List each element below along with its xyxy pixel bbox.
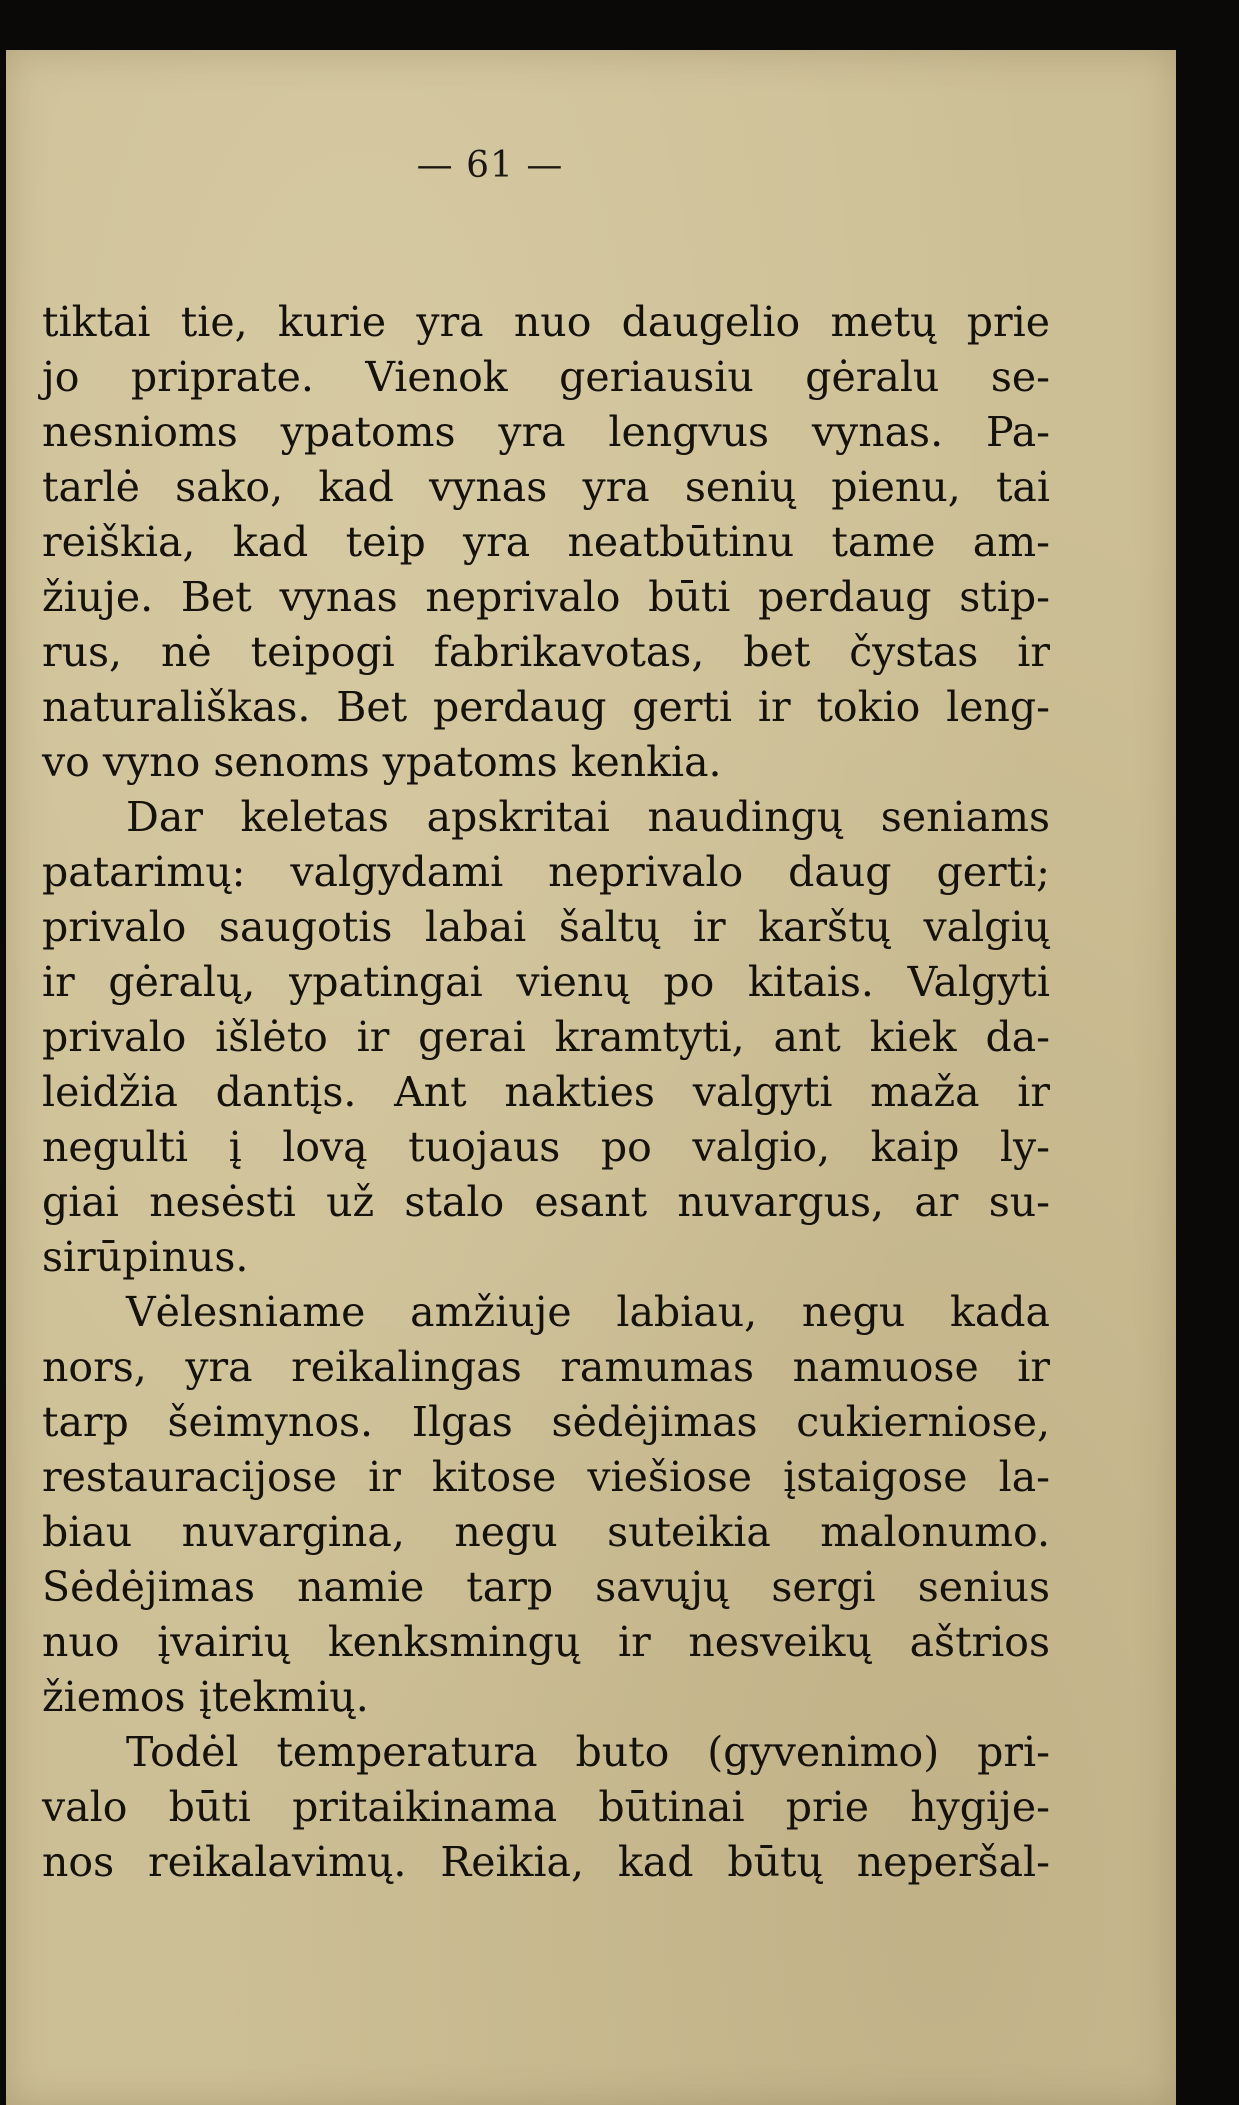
text-line: giai nesėsti už stalo esant nuvargus, ar su-: [42, 1178, 1050, 1226]
text-line: nesnioms ypatoms yra lengvus vynas. Pa-: [42, 408, 1050, 456]
text-line: Sėdėjimas namie tarp savųjų sergi senius: [42, 1563, 1050, 1611]
text-line: žiemos įtekmių.: [42, 1673, 369, 1721]
text-line: reiškia, kad teip yra neatbūtinu tame am-: [42, 518, 1050, 566]
text-line: ir gėralų, ypatingai vienų po kitais. Valgyti: [42, 958, 1050, 1006]
text-line: patarimų: valgydami neprivalo daug gerti;: [42, 848, 1050, 896]
text-line: valo būti pritaikinama būtinai prie hygije-: [42, 1783, 1050, 1831]
text-line: tarp šeimynos. Ilgas sėdėjimas cukierniose,: [42, 1398, 1050, 1446]
text-line: privalo išlėto ir gerai kramtyti, ant kiek da-: [42, 1013, 1050, 1061]
text-line: leidžia dantįs. Ant nakties valgyti maža ir: [42, 1068, 1050, 1116]
text-line: negulti į lovą tuojaus po valgio, kaip ly-: [42, 1123, 1050, 1171]
text-line: privalo saugotis labai šaltų ir karštų valgių: [42, 903, 1050, 951]
paragraph-first-line: Vėlesniame amžiuje labiau, negu kada: [126, 1288, 1050, 1336]
text-line: tiktai tie, kurie yra nuo daugelio metų prie: [42, 298, 1050, 346]
text-line: jo priprate. Vienok geriausiu gėralu se-: [42, 353, 1050, 401]
paragraph-first-line: Dar keletas apskritai naudingų seniams: [126, 793, 1050, 841]
text-line: nos reikalavimų. Reikia, kad būtų neperšal-: [42, 1838, 1050, 1886]
text-line: vo vyno senoms ypatoms kenkia.: [42, 738, 722, 786]
text-line: tarlė sako, kad vynas yra senių pienu, tai: [42, 463, 1050, 511]
page-number: — 61 —: [416, 145, 564, 186]
text-line: restauracijose ir kitose viešiose įstaigose la-: [42, 1453, 1050, 1501]
book-page: [6, 50, 1176, 2105]
text-line: žiuje. Bet vynas neprivalo būti perdaug stip-: [42, 573, 1050, 621]
text-line: sirūpinus.: [42, 1233, 249, 1281]
paragraph-first-line: Todėl temperatura buto (gyvenimo) pri-: [126, 1728, 1050, 1776]
text-line: biau nuvargina, negu suteikia malonumo.: [42, 1508, 1050, 1556]
text-line: rus, nė teipogi fabrikavotas, bet čystas ir: [42, 628, 1050, 676]
text-line: nuo įvairių kenksmingų ir nesveikų aštrios: [42, 1618, 1050, 1666]
text-line: naturališkas. Bet perdaug gerti ir tokio leng-: [42, 683, 1050, 731]
text-line: nors, yra reikalingas ramumas namuose ir: [42, 1343, 1050, 1391]
